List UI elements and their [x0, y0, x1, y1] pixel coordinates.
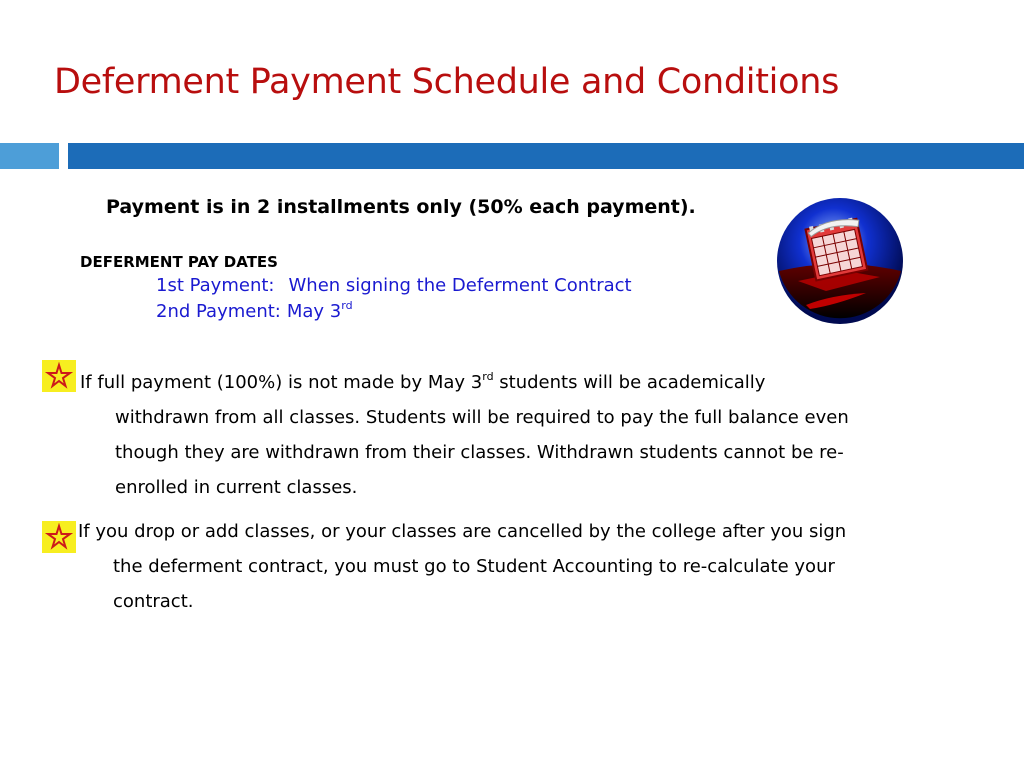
second-payment-label: 2nd Payment:	[156, 301, 281, 322]
full-payment-paragraph	[80, 365, 849, 505]
bullet2-line3: contract.	[113, 591, 194, 612]
calendar-clipart-icon	[776, 197, 904, 325]
bullet1-line2: withdrawn from all classes. Students will be required to pay the full balance even	[115, 407, 849, 428]
second-payment-line	[156, 301, 353, 322]
drop-add-paragraph	[78, 514, 846, 619]
bullet2-line1: If you drop or add classes, or your classes are cancelled by the college after you sign	[78, 521, 847, 542]
installments-subheading: Payment is in 2 installments only (50% each payment).	[106, 196, 696, 218]
deferment-dates-label: DEFERMENT PAY DATES	[80, 253, 278, 271]
accent-bar-left	[0, 143, 59, 169]
bullet1-line4: enrolled in current classes.	[115, 477, 358, 498]
red-star-icon	[42, 521, 76, 553]
first-payment-value: When signing the Deferment Contract	[288, 275, 632, 296]
first-payment-line	[156, 275, 632, 296]
bullet1-line1: If full payment (100%) is not made by May 3rd students will be academically	[80, 370, 766, 393]
slide-title: Deferment Payment Schedule and Conditions	[54, 62, 840, 102]
red-star-icon	[42, 360, 76, 392]
second-payment-value: May 3	[286, 301, 342, 322]
first-payment-label: 1st Payment:	[156, 275, 275, 296]
bullet1-line3: though they are withdrawn from their classes. Withdrawn students cannot be re-	[115, 442, 844, 463]
bullet2-line2: the deferment contract, you must go to Student Accounting to re-calculate your	[113, 556, 835, 577]
accent-bar-right	[68, 143, 1024, 169]
second-payment-sup: rd	[341, 299, 353, 312]
